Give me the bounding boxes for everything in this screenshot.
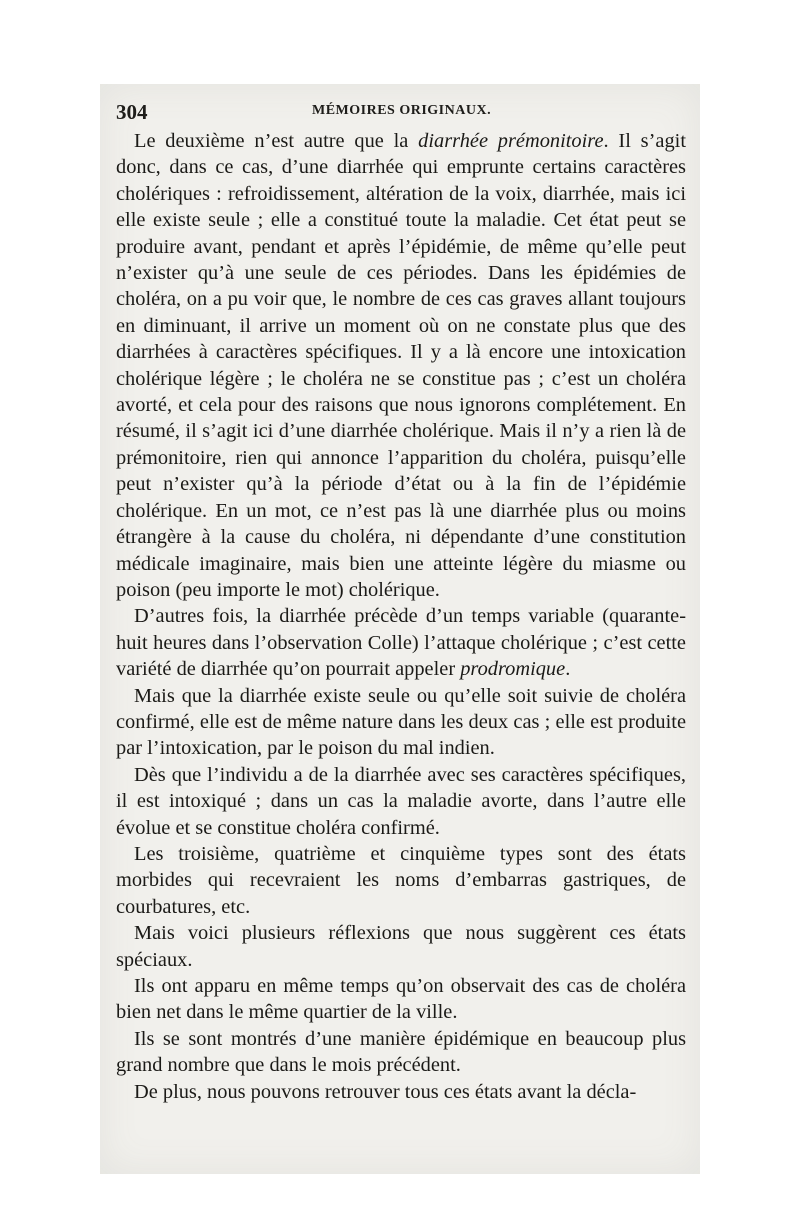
paragraph-text: Les troisième, quatrième et cinquième types sont des états morbides qui recevraient les noms d’embarras gastriques, de courbatures, etc.: [116, 842, 686, 918]
paragraph-text: Le deuxième n’est autre que la: [134, 130, 419, 152]
paragraph: [116, 1079, 686, 1105]
paragraph-emphasis: diarrhée prémonitoire: [418, 130, 604, 152]
paragraph: [116, 841, 686, 920]
paragraph: [116, 128, 686, 603]
paragraph: [116, 1026, 686, 1079]
running-head: MÉMOIRES ORIGINAUX.: [312, 103, 492, 118]
paragraph-text: Mais que la diarrhée existe seule ou qu’elle soit suivie de choléra confirmé, elle est de même nature dans les deux cas ; elle est produite par l’intoxication, par le poison du mal indien.: [116, 684, 686, 760]
body-text: [116, 128, 686, 1105]
paragraph-text: De plus, nous pouvons retrouver tous ces états avant la décla-: [134, 1080, 637, 1103]
paragraph: [116, 973, 686, 1026]
paragraph-text: Dès que l’individu a de la diarrhée avec ses caractères spécifiques, il est intoxiqué ; dans un cas la maladie avorte, dans l’autre elle évolue et se constitue choléra confirmé.: [116, 763, 686, 839]
paragraph-text: .: [565, 658, 571, 681]
paragraph: [116, 762, 686, 841]
paragraph-text: Mais voici plusieurs réflexions que nous suggèrent ces états spéciaux.: [116, 922, 686, 971]
paragraph: [116, 683, 686, 762]
page-number: 304: [116, 100, 148, 124]
paragraph-text: Ils ont apparu en même temps qu’on observait des cas de choléra bien net dans le même quartier de la ville.: [116, 975, 686, 1024]
page-header: [116, 100, 686, 126]
paragraph-text: D’autres fois, la diarrhée précède d’un temps variable (quarante-huit heures dans l’observation Colle) l’attaque cholérique ; c’est cette variété de diarrhée qu’on pourrait appeler: [116, 605, 686, 681]
paragraph-text: . Il s’agit donc, dans ce cas, d’une diarrhée qui emprunte certains caractères cholériques : refroidissement, altération de la voix, diarrhée, mais ici elle existe seule ; elle a constitué toute la maladie. Cet état peut se produire avant, pendant et après l’épidémie, de même qu’elle peut n’exister qu’à une seule de ces périodes. Dans les épidémies de choléra, on a pu voir que, le nombre de ces cas graves allant toujours en diminuant, il arrive un moment où on ne constate plus que des diarrhées à caractères spécifiques. Il y a là encore une intoxication cholérique légère ; le choléra ne se constitue pas ; c’est un choléra avorté, et cela pour des raisons que nous ignorons complétement. En résumé, il s’agit ici d’une diarrhée cholérique. Mais il n’y a rien là de prémonitoire, rien qui annonce l’apparition du choléra, puisqu’elle peut n’exister qu’à la période d’état ou à la fin de l’épidémie cholérique. En un mot, ce n’est pas là une diarrhée plus ou moins étrangère à la cause du choléra, ni dépendante d’une constitution médicale imaginaire, mais bien une atteinte légère du miasme ou poison (peu importe le mot) cholérique.: [116, 130, 686, 601]
paragraph: [116, 920, 686, 973]
paragraph: [116, 603, 686, 682]
paragraph-emphasis: prodromique: [460, 658, 566, 681]
paragraph-text: Ils se sont montrés d’une manière épidémique en beaucoup plus grand nombre que dans le mois précédent.: [116, 1027, 686, 1077]
